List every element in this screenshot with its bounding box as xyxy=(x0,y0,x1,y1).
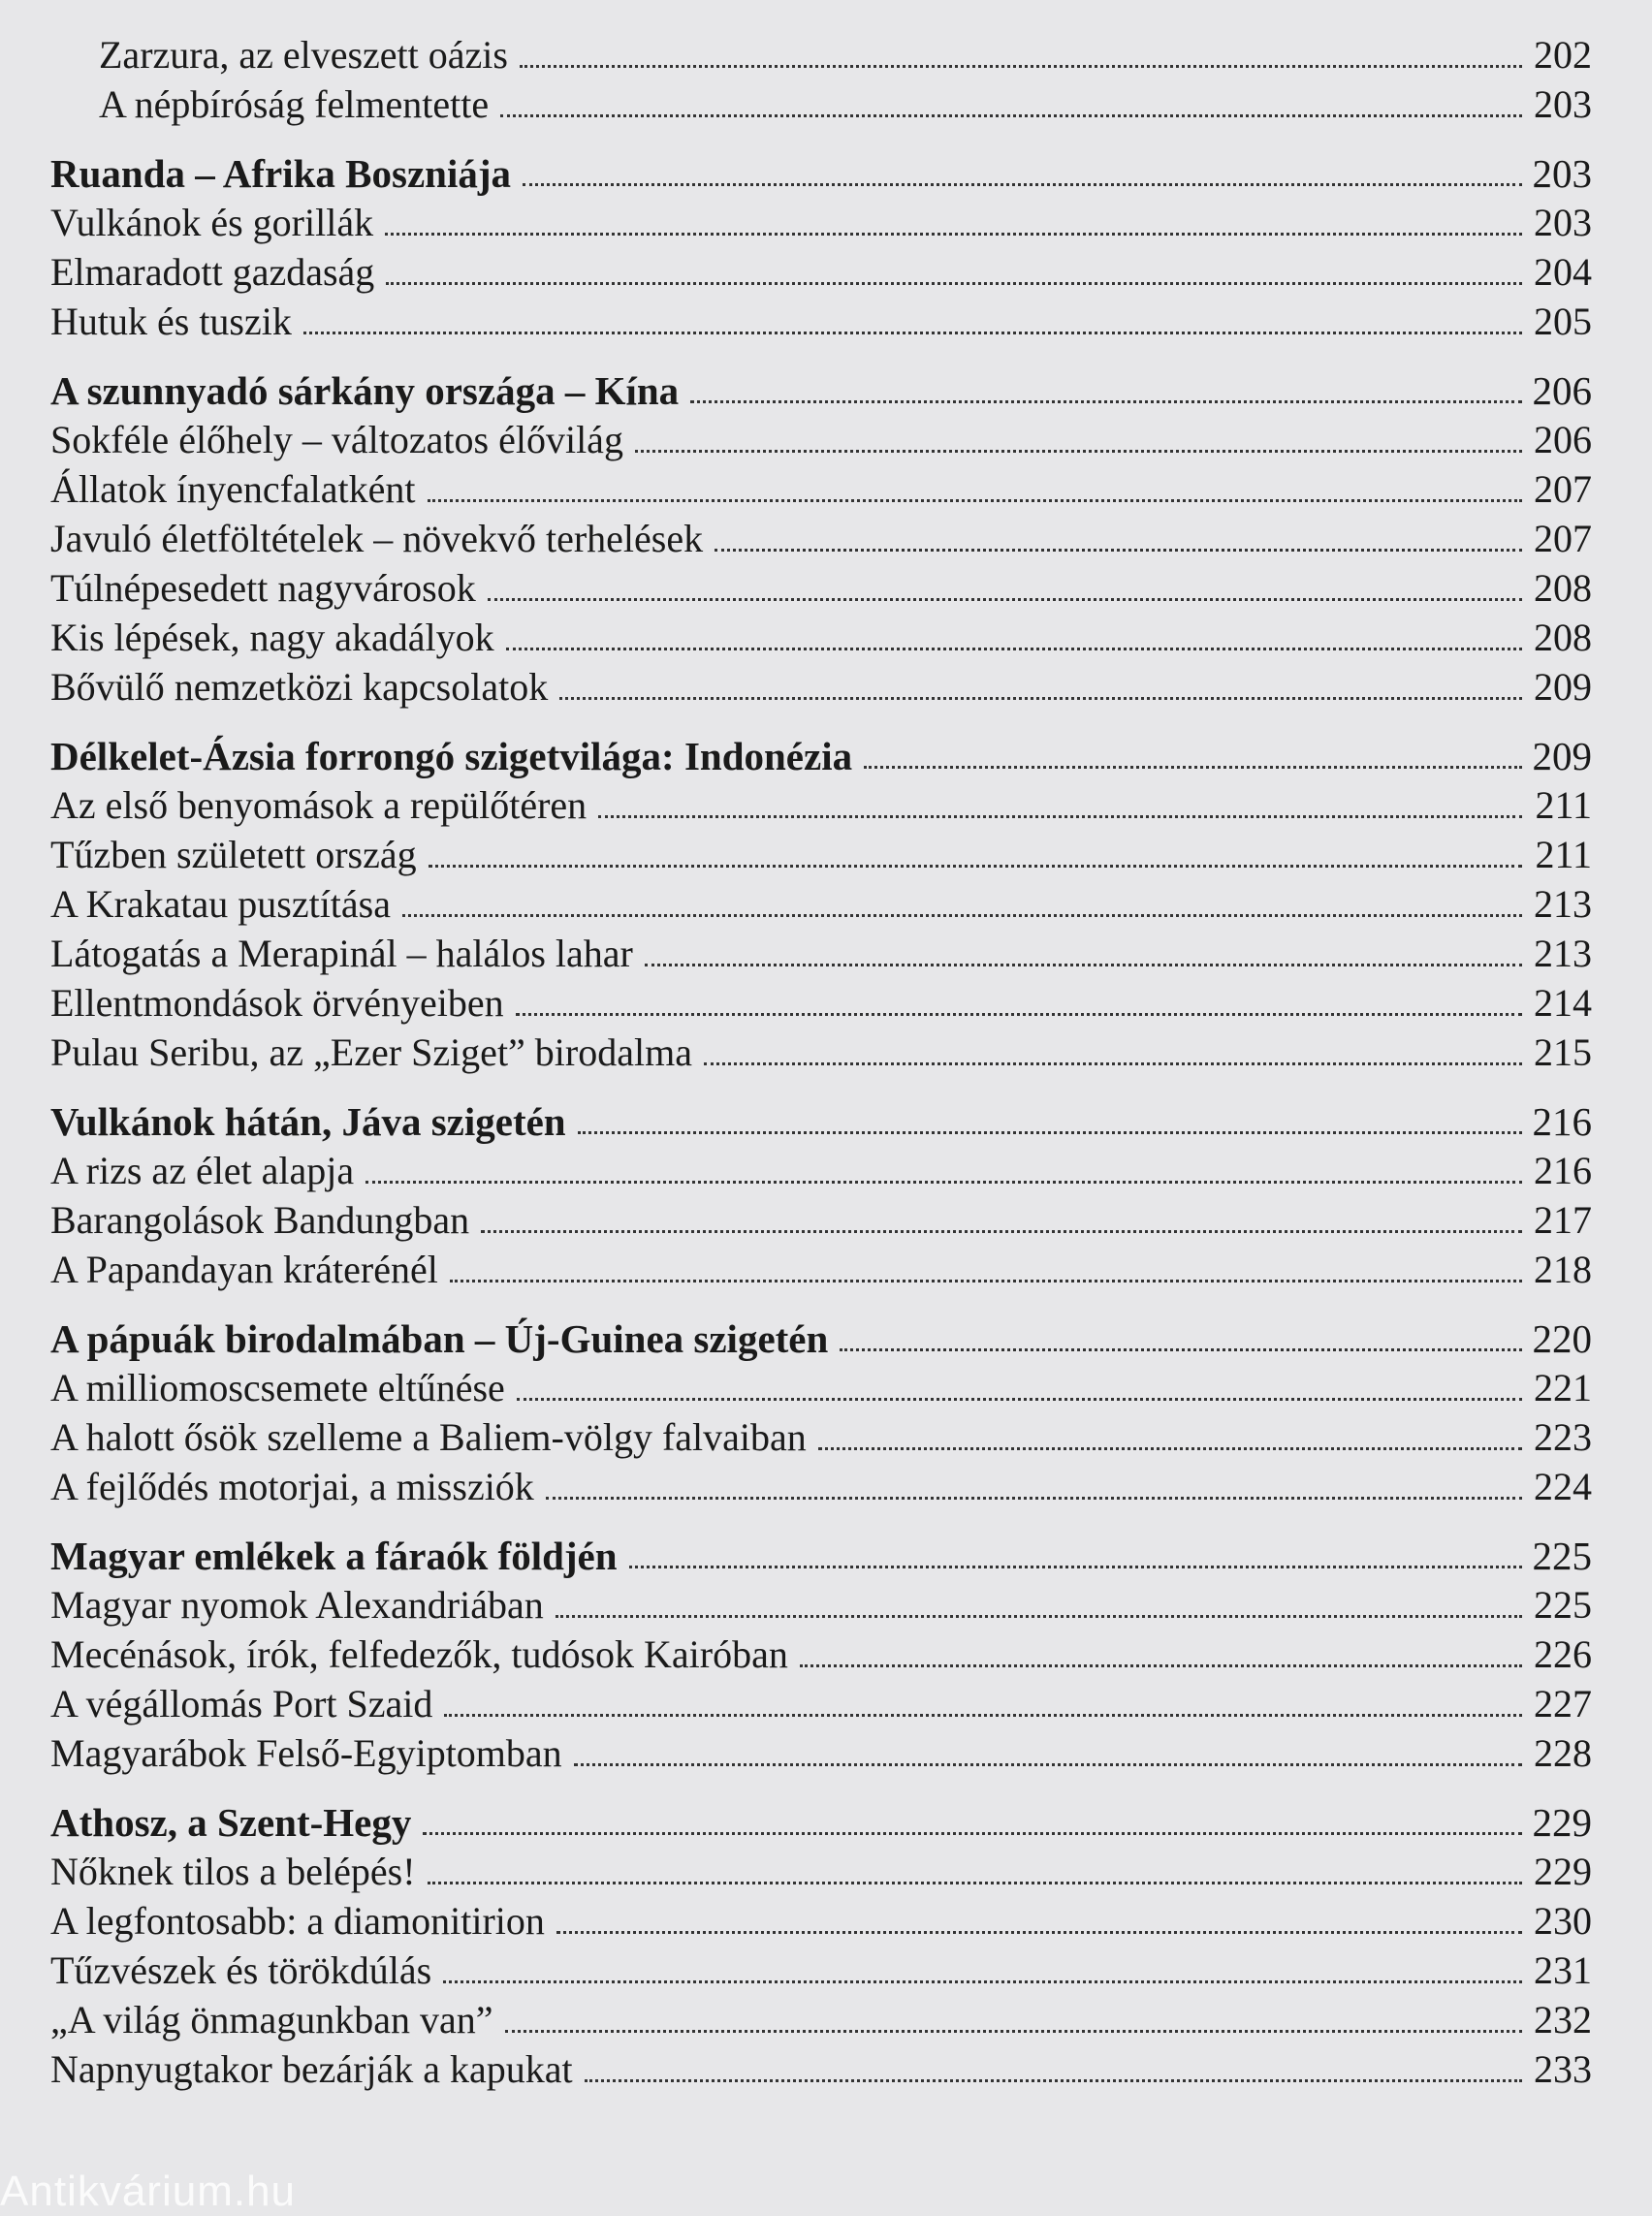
toc-entry-page-number: 206 xyxy=(1534,418,1592,461)
toc-entry-title: Túlnépesedett nagyvárosok xyxy=(50,566,476,610)
toc-entry xyxy=(50,1629,1592,1678)
toc-entry xyxy=(50,1727,1592,1777)
toc-entry-page-number: 203 xyxy=(1532,151,1592,196)
dot-leader xyxy=(423,1832,1522,1835)
dot-leader xyxy=(574,1763,1522,1766)
toc-entry xyxy=(50,1244,1592,1293)
dot-leader xyxy=(546,1497,1522,1500)
toc-entry xyxy=(50,1945,1592,1994)
toc-entry xyxy=(50,1461,1592,1510)
toc-chapter-heading xyxy=(50,1796,1592,1846)
toc-entry-title: Mecénások, írók, felfedezők, tudósok Kairóban xyxy=(50,1632,788,1676)
toc-entry-title: Vulkánok és gorillák xyxy=(50,201,374,244)
toc-entry xyxy=(50,1994,1592,2043)
toc-entry xyxy=(50,779,1592,829)
toc-entry-title: Magyarábok Felső-Egyiptomban xyxy=(50,1731,562,1775)
dot-leader xyxy=(488,598,1522,601)
dot-leader xyxy=(450,1280,1522,1282)
toc-entry-page-number: 209 xyxy=(1532,734,1592,778)
toc-entry xyxy=(50,1194,1592,1244)
toc-entry-title: Tűzben született ország xyxy=(50,833,417,876)
watermark: Antikvárium.hu xyxy=(0,2168,297,2215)
dot-leader xyxy=(385,233,1522,236)
toc-entry xyxy=(50,1895,1592,1945)
toc-entry-title: Nőknek tilos a belépés! xyxy=(50,1850,416,1893)
toc-entry-page-number: 205 xyxy=(1534,300,1592,343)
toc-entry-page-number: 216 xyxy=(1534,1149,1592,1192)
toc-entry xyxy=(50,197,1592,246)
toc-entry-title: Bővülő nemzetközi kapcsolatok xyxy=(50,665,549,709)
dot-leader xyxy=(690,400,1522,403)
toc-entry xyxy=(50,829,1592,878)
toc-entry xyxy=(50,1362,1592,1411)
dot-leader xyxy=(818,1447,1522,1450)
toc-entry-title: Az első benyomások a repülőtéren xyxy=(50,783,588,827)
toc-chapter-heading xyxy=(50,364,1592,414)
toc-entry-page-number: 220 xyxy=(1532,1316,1592,1361)
toc-entry-title: Ruanda – Afrika Boszniája xyxy=(50,151,512,196)
toc-entry-title: Javuló életföltételek – növekvő terhelések xyxy=(50,517,704,560)
toc-entry-page-number: 227 xyxy=(1534,1682,1592,1725)
toc-entry xyxy=(50,1579,1592,1629)
dot-leader xyxy=(500,114,1522,117)
toc-entry-title: Pulau Seribu, az „Ezer Sziget” birodalma xyxy=(50,1030,692,1074)
toc-entry xyxy=(50,414,1592,463)
dot-leader xyxy=(516,1013,1522,1016)
dot-leader xyxy=(645,964,1522,966)
dot-leader xyxy=(556,1615,1522,1618)
toc-entry-page-number: 211 xyxy=(1535,833,1592,876)
toc-entry-page-number: 216 xyxy=(1532,1099,1592,1144)
dot-leader xyxy=(428,1882,1522,1884)
toc-entry xyxy=(50,79,1592,128)
toc-entry xyxy=(50,1678,1592,1727)
toc-entry-page-number: 203 xyxy=(1534,82,1592,126)
toc-entry-title: „A világ önmagunkban van” xyxy=(50,1998,493,2042)
toc-entry xyxy=(50,463,1592,513)
toc-entry-page-number: 231 xyxy=(1534,1948,1592,1992)
toc-entry-page-number: 213 xyxy=(1534,882,1592,926)
dot-leader xyxy=(303,332,1522,334)
toc-entry-page-number: 215 xyxy=(1534,1030,1592,1074)
toc-entry-page-number: 214 xyxy=(1534,981,1592,1025)
toc-entry-page-number: 204 xyxy=(1534,250,1592,294)
toc-entry-title: A pápuák birodalmában – Új-Guinea szigetén xyxy=(50,1316,829,1361)
toc-entry-title: Állatok ínyencfalatként xyxy=(50,467,416,511)
dot-leader xyxy=(428,499,1522,502)
dot-leader xyxy=(402,914,1522,917)
toc-entry xyxy=(50,513,1592,562)
dot-leader xyxy=(585,2079,1522,2082)
toc-chapter-heading xyxy=(50,1530,1592,1579)
dot-leader xyxy=(517,1398,1522,1401)
dot-leader xyxy=(559,697,1522,700)
toc-chapter-heading xyxy=(50,147,1592,197)
toc-entry-page-number: 209 xyxy=(1534,665,1592,709)
toc-entry-page-number: 213 xyxy=(1534,932,1592,975)
toc-entry-page-number: 225 xyxy=(1534,1583,1592,1627)
toc-entry xyxy=(50,1027,1592,1076)
toc-entry-title: A Papandayan kráterénél xyxy=(50,1248,438,1291)
toc-entry-page-number: 207 xyxy=(1534,467,1592,511)
toc-entry-title: Elmaradott gazdaság xyxy=(50,250,375,294)
toc-chapter-heading xyxy=(50,1095,1592,1145)
toc-entry-title: Ellentmondások örvényeiben xyxy=(50,981,504,1025)
toc-entry-page-number: 225 xyxy=(1532,1534,1592,1578)
toc-entry-title: Napnyugtakor bezárják a kapukat xyxy=(50,2047,573,2091)
toc-entry-page-number: 224 xyxy=(1534,1465,1592,1508)
toc-entry xyxy=(50,29,1592,79)
toc-entry-title: A szunnyadó sárkány országa – Kína xyxy=(50,368,680,413)
toc-entry-page-number: 223 xyxy=(1534,1415,1592,1459)
dot-leader xyxy=(704,1062,1522,1065)
toc-entry-title: Hutuk és tuszik xyxy=(50,300,292,343)
toc-entry xyxy=(50,296,1592,345)
toc-entry-page-number: 211 xyxy=(1535,783,1592,827)
toc-chapter-heading xyxy=(50,730,1592,779)
toc-entry-page-number: 208 xyxy=(1534,566,1592,610)
toc-entry-page-number: 221 xyxy=(1534,1366,1592,1409)
dot-leader xyxy=(800,1664,1522,1667)
dot-leader xyxy=(444,1714,1522,1717)
toc-entry-page-number: 226 xyxy=(1534,1632,1592,1676)
toc-entry-title: Látogatás a Merapinál – halálos lahar xyxy=(50,932,633,975)
dot-leader xyxy=(523,183,1522,186)
toc-entry xyxy=(50,661,1592,711)
toc-entry xyxy=(50,928,1592,977)
toc-entry xyxy=(50,562,1592,612)
toc-entry xyxy=(50,878,1592,928)
toc-entry xyxy=(50,1411,1592,1461)
toc-entry-title: A népbíróság felmentette xyxy=(99,82,490,126)
toc-entry xyxy=(50,1145,1592,1194)
dot-leader xyxy=(520,65,1522,68)
toc-entry-page-number: 217 xyxy=(1534,1198,1592,1242)
toc-entry-title: Athosz, a Szent-Hegy xyxy=(50,1800,412,1845)
toc-entry xyxy=(50,612,1592,661)
toc-entry xyxy=(50,246,1592,296)
toc-entry-title: Magyar nyomok Alexandriában xyxy=(50,1583,544,1627)
dot-leader xyxy=(629,1566,1522,1568)
dot-leader xyxy=(386,282,1522,285)
toc-entry xyxy=(50,2043,1592,2093)
toc-entry-title: A fejlődés motorjai, a missziók xyxy=(50,1465,534,1508)
toc-entry-page-number: 228 xyxy=(1534,1731,1592,1775)
dot-leader xyxy=(598,815,1522,818)
dot-leader xyxy=(505,2030,1522,2033)
toc-entry-title: Délkelet-Ázsia forrongó szigetvilága: Indonézia xyxy=(50,734,853,778)
toc-entry-title: Zarzura, az elveszett oázis xyxy=(99,33,508,77)
toc-entry-title: Vulkánok hátán, Jáva szigetén xyxy=(50,1099,566,1144)
toc-entry xyxy=(50,1846,1592,1895)
toc-entry-title: Sokféle élőhely – változatos élővilág xyxy=(50,418,623,461)
dot-leader xyxy=(635,450,1522,453)
toc-entry-title: A végállomás Port Szaid xyxy=(50,1682,433,1725)
toc-entry-title: A halott ősök szelleme a Baliem-völgy falvaiban xyxy=(50,1415,807,1459)
toc-entry-title: A Krakatau pusztítása xyxy=(50,882,391,926)
dot-leader xyxy=(365,1181,1522,1184)
toc-entry-page-number: 229 xyxy=(1532,1800,1592,1845)
dot-leader xyxy=(481,1230,1522,1233)
dot-leader xyxy=(715,549,1522,552)
toc-entry-title: Barangolások Bandungban xyxy=(50,1198,470,1242)
toc-entry-page-number: 233 xyxy=(1534,2047,1592,2091)
dot-leader xyxy=(429,865,1522,868)
toc-entry-page-number: 218 xyxy=(1534,1248,1592,1291)
toc-entry-title: Magyar emlékek a fáraók földjén xyxy=(50,1534,618,1578)
toc-entry-title: A legfontosabb: a diamonitirion xyxy=(50,1899,545,1943)
table-of-contents xyxy=(50,29,1592,2093)
dot-leader xyxy=(864,766,1522,769)
toc-entry-title: A milliomoscsemete eltűnése xyxy=(50,1366,505,1409)
toc-chapter-heading xyxy=(50,1313,1592,1362)
toc-entry-page-number: 229 xyxy=(1534,1850,1592,1893)
toc-entry-page-number: 207 xyxy=(1534,517,1592,560)
toc-entry-page-number: 206 xyxy=(1532,368,1592,413)
dot-leader xyxy=(443,1980,1522,1983)
dot-leader xyxy=(556,1931,1522,1934)
toc-entry-title: A rizs az élet alapja xyxy=(50,1149,355,1192)
toc-entry-title: Kis lépések, nagy akadályok xyxy=(50,616,494,659)
dot-leader xyxy=(840,1348,1522,1351)
dot-leader xyxy=(506,648,1522,650)
toc-entry-page-number: 202 xyxy=(1534,33,1592,77)
toc-entry-page-number: 230 xyxy=(1534,1899,1592,1943)
toc-entry-page-number: 208 xyxy=(1534,616,1592,659)
dot-leader xyxy=(578,1131,1522,1134)
toc-entry-page-number: 232 xyxy=(1534,1998,1592,2042)
toc-entry-title: Tűzvészek és törökdúlás xyxy=(50,1948,432,1992)
toc-entry-page-number: 203 xyxy=(1534,201,1592,244)
toc-entry xyxy=(50,977,1592,1027)
